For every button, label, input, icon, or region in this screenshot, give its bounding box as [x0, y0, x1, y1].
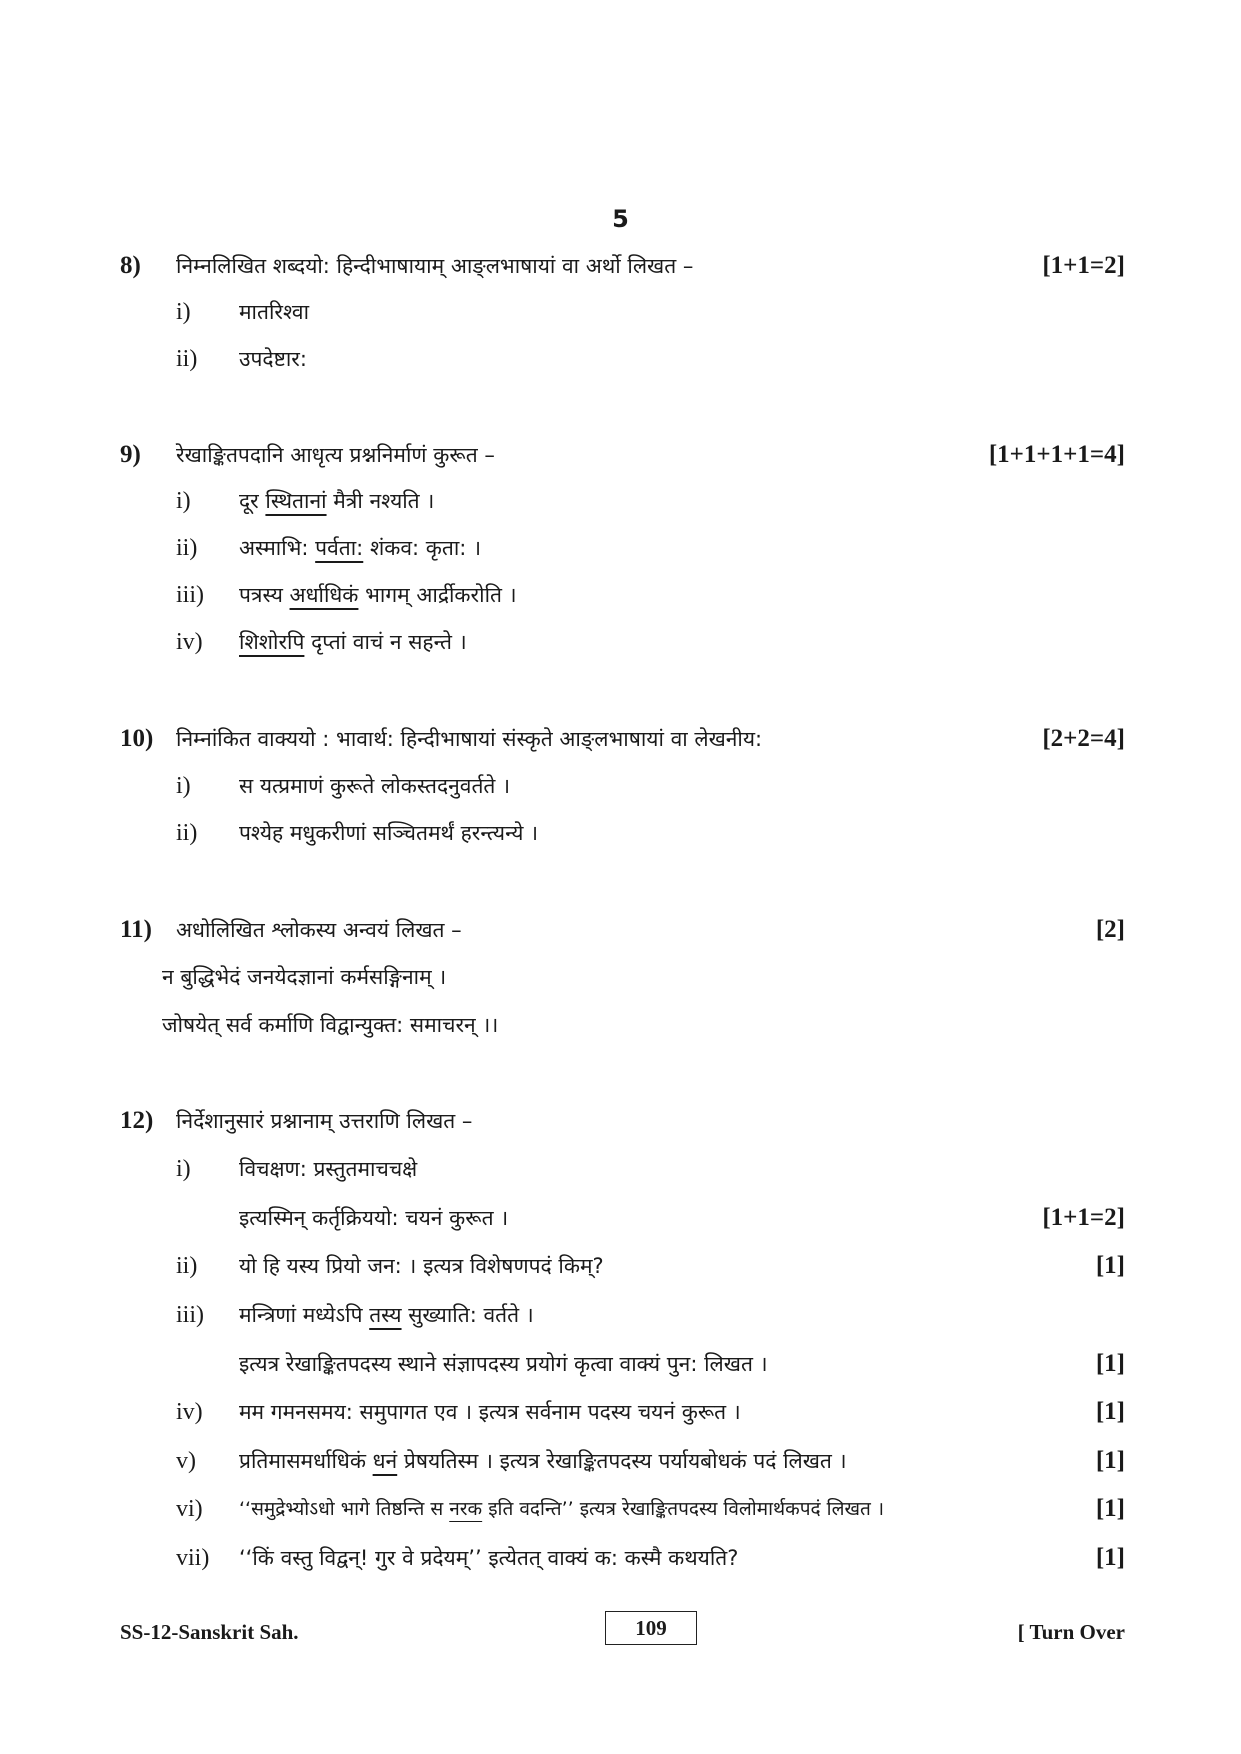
item-text: ‘‘समुद्रेभ्योऽधो भागे तिष्ठन्ति स नरक इति वदन्ति’’ इत्यत्र रेखाङ्कितपदस्य विलोमार्थकपदं लिखत । [239, 1498, 885, 1520]
question-text: अधोलिखित श्लोकस्य अन्वयं लिखत – [176, 918, 462, 942]
item-label: iii) [176, 1302, 204, 1328]
question-10 [120, 719, 1125, 759]
q12-item-vii [120, 1538, 1125, 1578]
item-marks: [1] [1095, 1447, 1125, 1474]
paper-code: SS-12-Sanskrit Sah. [120, 1620, 299, 1644]
q9-item-iii [120, 575, 1125, 615]
item-label: i) [176, 299, 191, 325]
question-number: 10) [120, 725, 154, 752]
question-marks: [1+1+1+1=4] [988, 441, 1125, 468]
verse-text: जोषयेत् सर्व कर्माणि विद्वान्युक्त: समाचरन् ।। [162, 1013, 499, 1037]
underlined-word: पर्वता: [315, 536, 364, 560]
item-text: शिशोरपि दृप्तां वाचं न सहन्ते । [239, 630, 467, 654]
item-text: स यत्प्रमाणं कुरूते लोकस्तदनुवर्तते । [239, 774, 511, 798]
item-label: iv) [176, 1399, 203, 1425]
item-label: vii) [176, 1545, 210, 1571]
underlined-word: शिशोरपि [239, 630, 305, 654]
q9-item-i [120, 481, 1125, 521]
q9-item-iv [120, 622, 1125, 662]
item-text: पश्येह मधुकरीणां सञ्चितमर्थं हरन्त्यन्ये । [239, 821, 539, 845]
item-marks: [1+1=2] [1042, 1204, 1125, 1231]
question-text: रेखाङ्कितपदानि आधृत्य प्रश्ननिर्माणं कुरूत – [176, 443, 495, 467]
q12-item-vi [120, 1489, 1125, 1529]
item-text: विचक्षण: प्रस्तुतमाचचक्षे [239, 1157, 418, 1181]
item-label: vi) [176, 1496, 203, 1522]
q10-item-ii [120, 813, 1125, 853]
item-text: यो हि यस्य प्रियो जन: । इत्यत्र विशेषणपदं किम्? [239, 1254, 604, 1278]
item-label: iv) [176, 629, 203, 655]
item-label: iii) [176, 582, 204, 608]
turn-over-label: [ Turn Over [1017, 1620, 1125, 1644]
item-marks: [1] [1095, 1495, 1125, 1522]
underlined-word: नरक [449, 1498, 483, 1520]
question-text: निम्नांकित वाक्ययो : भावार्थ: हिन्दीभाषायां संस्कृते आङ्लभाषायां वा लेखनीय: [176, 727, 763, 751]
q12-item-i [120, 1149, 1125, 1189]
item-text: अस्माभि: पर्वता: शंकव: कृता: । [239, 536, 482, 560]
q12-item-i-cont [120, 1198, 1125, 1238]
q12-item-iv [120, 1392, 1125, 1432]
question-text: निर्देशानुसारं प्रश्नानाम् उत्तराणि लिखत – [176, 1109, 473, 1133]
question-number: 8) [120, 252, 141, 279]
item-text: इत्यस्मिन् कर्तृक्रिययो: चयनं कुरूत । [239, 1206, 509, 1230]
underlined-word: स्थितानां [265, 489, 327, 513]
item-marks: [1] [1095, 1398, 1125, 1425]
question-8 [120, 246, 1125, 286]
q8-item-ii [120, 339, 1125, 379]
item-text: ‘‘किं वस्तु विद्वन्! गुर वे प्रदेयम्’’ इत्येतत् वाक्यं क: कस्मै कथयति? [239, 1546, 739, 1570]
underlined-word: धनं [372, 1449, 398, 1473]
item-label: ii) [176, 535, 198, 561]
item-marks: [1] [1095, 1252, 1125, 1279]
q12-item-ii [120, 1246, 1125, 1286]
underlined-word: तस्य [369, 1303, 402, 1327]
question-12 [120, 1101, 1125, 1141]
item-text: प्रतिमासमर्धाधिकं धनं प्रेषयतिस्म । इत्यत्र रेखाङ्कितपदस्य पर्यायबोधकं पदं लिखत । [239, 1449, 847, 1473]
item-text: मातरिश्वा [239, 300, 310, 324]
item-marks: [1] [1095, 1544, 1125, 1571]
item-text: इत्यत्र रेखाङ्कितपदस्य स्थाने संज्ञापदस्य प्रयोगं कृत्वा वाक्यं पुन: लिखत । [239, 1352, 768, 1376]
question-number: 12) [120, 1107, 154, 1134]
item-text: दूर स्थितानां मैत्री नश्यति । [239, 489, 435, 513]
question-9 [120, 435, 1125, 475]
verse-line-1 [120, 957, 1125, 997]
q8-item-i [120, 292, 1125, 332]
item-text: मम गमनसमय: समुपागत एव । इत्यत्र सर्वनाम पदस्य चयनं कुरूत । [239, 1400, 741, 1424]
question-text: निम्नलिखित शब्दयो: हिन्दीभाषायाम् आङ्लभाषायां वा अर्थो लिखत – [176, 254, 694, 278]
q9-item-ii [120, 528, 1125, 568]
item-text: उपदेष्टार: [239, 347, 307, 371]
question-11 [120, 910, 1125, 950]
item-text: पत्रस्य अर्धाधिकं भागम् आर्द्रीकरोति । [239, 583, 517, 607]
q10-item-i [120, 766, 1125, 806]
question-number: 9) [120, 441, 141, 468]
item-label: v) [176, 1448, 196, 1474]
q12-item-iii [120, 1295, 1125, 1335]
item-label: i) [176, 488, 191, 514]
underlined-word: अर्धाधिकं [289, 583, 359, 607]
q12-item-iii-cont [120, 1344, 1125, 1384]
page-number: 5 [612, 205, 629, 233]
question-marks: [2+2=4] [1042, 725, 1125, 752]
item-label: ii) [176, 346, 198, 372]
verse-line-2 [120, 1005, 1125, 1045]
footer-page-number: 109 [605, 1611, 697, 1645]
question-marks: [1+1=2] [1042, 252, 1125, 279]
item-marks: [1] [1095, 1350, 1125, 1377]
item-label: i) [176, 1156, 191, 1182]
question-marks: [2] [1095, 916, 1125, 943]
item-label: ii) [176, 1253, 198, 1279]
item-text: मन्त्रिणां मध्येऽपि तस्य सुख्याति: वर्तते । [239, 1303, 534, 1327]
verse-text: न बुद्धिभेदं जनयेदज्ञानां कर्मसङ्गिनाम् । [162, 965, 447, 989]
item-label: ii) [176, 820, 198, 846]
q12-item-v [120, 1441, 1125, 1481]
item-label: i) [176, 773, 191, 799]
question-number: 11) [120, 916, 152, 943]
